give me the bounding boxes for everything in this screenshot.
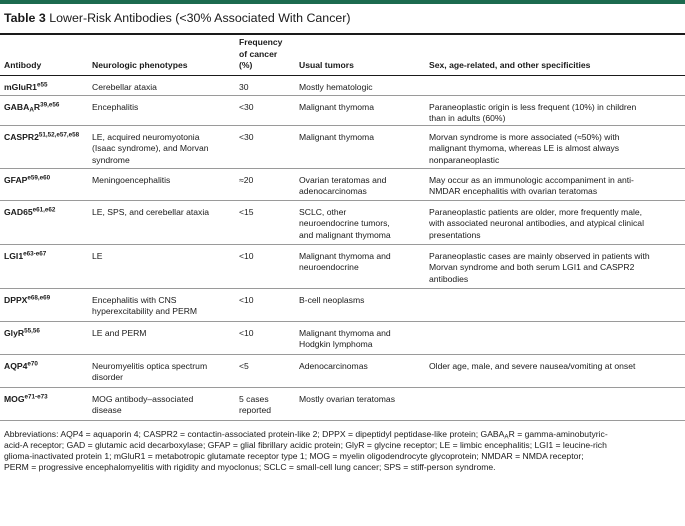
phenotype-cell: LE and PERM (92, 327, 147, 338)
antibody-cell: $GFAP^{e59,e60}$ (4, 174, 51, 185)
phenotype-cell: LE (92, 250, 103, 261)
tumor-cell: Malignant thymoma (299, 131, 374, 142)
frequency-cell: <5 (239, 360, 249, 371)
table-row (0, 354, 685, 387)
frequency-cell: 5 cases reported (239, 393, 272, 415)
table-row (0, 288, 685, 321)
table-row (0, 95, 685, 125)
table-row (0, 168, 685, 200)
reference-superscript: 51,52,e57,e58 (38, 131, 80, 138)
table-row (0, 387, 685, 420)
phenotype-cell: Meningoencephalitis (92, 174, 171, 185)
table-label: Table 3 (4, 11, 46, 25)
header-antibody: Antibody (4, 60, 42, 70)
frequency-cell: ≈20 (239, 174, 254, 185)
specificity-cell: Older age, male, and severe nausea/vomiting at onset (429, 360, 636, 371)
specificity-cell (425, 387, 685, 420)
frequency-cell: <30 (239, 101, 254, 112)
tumor-cell: Adenocarcinomas (299, 360, 368, 371)
frequency-cell: 30 (239, 81, 249, 92)
tumor-cell: Mostly ovarian teratomas (299, 393, 395, 404)
tumor-cell: B-cell neoplasms (299, 294, 365, 305)
specificity-cell: Paraneoplastic patients are older, more frequently male, with associated neuronal antibodies, and atypical clinical presentations (429, 206, 644, 240)
header-phenotypes: Neurologic phenotypes (92, 60, 188, 70)
reference-superscript: 55,56 (24, 327, 40, 334)
reference-superscript: 39,e56 (40, 101, 60, 108)
table-row (0, 321, 685, 354)
phenotype-cell: Encephalitis (92, 101, 139, 112)
table-title-text: Lower-Risk Antibodies (<30% Associated With Cancer) (49, 11, 351, 25)
phenotype-cell: Encephalitis with CNS hyperexcitability and PERM (92, 294, 198, 316)
reference-superscript: e61,e62 (32, 206, 56, 213)
antibody-table (0, 35, 685, 421)
reference-superscript: e71-e73 (24, 393, 48, 400)
header-row (0, 35, 685, 75)
frequency-cell: <10 (239, 327, 254, 338)
phenotype-cell: Cerebellar ataxia (92, 81, 157, 92)
frequency-cell: <10 (239, 294, 254, 305)
reference-superscript: e59,e60 (27, 174, 51, 181)
table-body (0, 75, 685, 420)
specificity-cell: Morvan syndrome is more associated (≈50%) with malignant thymoma, whereas LE is almost always nonparaneoplastic (429, 131, 620, 165)
antibody-cell: $LGI1^{e63-e67}$ (4, 250, 47, 261)
antibody-cell: $CASPR2^{51,52,e57,e58}$ (4, 131, 80, 142)
antibody-cell: $mGluR1^{e55}$ (4, 81, 48, 92)
specificity-cell (425, 288, 685, 321)
antibody-cell: $GAD65^{e61,e62}$ (4, 206, 56, 217)
antibody-cell: GlyR$^{55,56}$ (4, 327, 40, 338)
specificity-cell: May occur as an immunologic accompaniment in anti- NMDAR encephalitis with ovarian teratomas (429, 174, 634, 196)
antibody-cell: $DPPX^{e68,e69}$ (4, 294, 51, 305)
table-title (4, 10, 685, 26)
reference-superscript: e70 (27, 360, 38, 367)
frequency-cell: <30 (239, 131, 254, 142)
tumor-cell: Malignant thymoma and neuroendocrine (299, 250, 391, 272)
header-tumors: Usual tumors (299, 60, 354, 70)
abbreviations-footnote: Abbreviations: AQP4 = aquaporin 4; CASPR2 = contactin-associated protein-like 2; DPPX = dipeptidyl peptidase-like protein; $GABA_AR$ = gamma-aminobutyric- acid-A receptor; GAD = glutamic acid decarboxylase; GFAP = glial fibrillary acidic protein; GlyR = glycine receptor; LE = limbic encephalitis; LGI1 = leucine-rich glioma-inactivated protein 1; mGluR1 = metabotropic glutamate receptor type 1; MOG = myelin oligodendrocyte glycoprotein; NMDAR = NMDA receptor; PERM = progressive encephalomyelitis with rigidity and myoclonus; SCLC = small-cell lung cancer; SPS = stiff-person syndrome. (4, 428, 608, 473)
tumor-cell: Mostly hematologic (299, 81, 373, 92)
top-accent-bar (0, 0, 685, 4)
tumor-cell: Ovarian teratomas and adenocarcinomas (299, 174, 387, 196)
phenotype-cell: MOG antibody–associated disease (92, 393, 194, 415)
header-specificities: Sex, age-related, and other specificities (429, 60, 591, 70)
specificity-cell: Paraneoplastic cases are mainly observed in patients with Morvan syndrome and both serum LGI1 and CASPR2 antibodies (429, 250, 650, 284)
antibody-cell: $AQP4^{e70}$ (4, 360, 38, 371)
table-row (0, 200, 685, 244)
table-row (0, 244, 685, 288)
specificity-cell (425, 321, 685, 354)
reference-superscript: e63-e67 (23, 250, 47, 257)
reference-superscript: e55 (36, 81, 48, 88)
antibody-cell: $GABA_AR^{39,e56}$ (4, 101, 60, 113)
phenotype-cell: Neuromyelitis optica spectrum disorder (92, 360, 208, 382)
table-row (0, 75, 685, 95)
reference-superscript: e68,e69 (27, 294, 51, 301)
specificity-cell: Paraneoplastic origin is less frequent (10%) in children than in adults (60%) (429, 101, 637, 123)
tumor-cell: Malignant thymoma (299, 101, 374, 112)
specificity-cell (425, 75, 685, 95)
antibody-cell: $MOG^{e71-e73}$ (4, 393, 48, 404)
phenotype-cell: LE, acquired neuromyotonia (Isaac syndrome), and Morvan syndrome (92, 131, 209, 165)
frequency-cell: <15 (239, 206, 254, 217)
frequency-cell: <10 (239, 250, 254, 261)
tumor-cell: Malignant thymoma and Hodgkin lymphoma (299, 327, 391, 349)
header-frequency: Frequency of cancer (%) (239, 37, 283, 70)
phenotype-cell: LE, SPS, and cerebellar ataxia (92, 206, 210, 217)
table-row (0, 125, 685, 168)
tumor-cell: SCLC, other neuroendocrine tumors, and malignant thymoma (299, 206, 391, 240)
